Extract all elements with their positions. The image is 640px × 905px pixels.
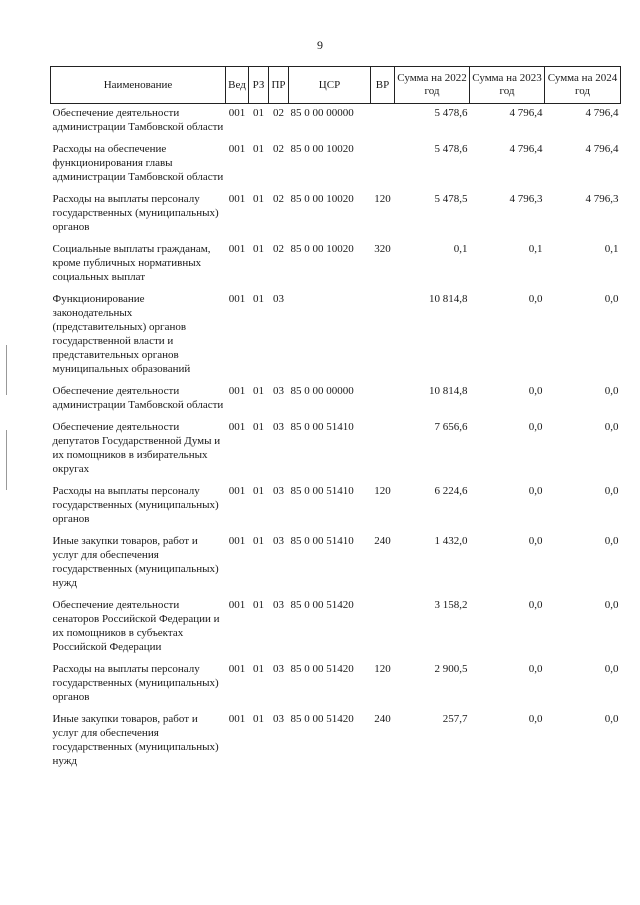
cell-pr: 03 xyxy=(273,385,284,397)
cell-vr: 240 xyxy=(374,713,391,725)
budget-table-body xyxy=(51,104,621,775)
cell-ved: 001 xyxy=(228,143,246,155)
cell-ved: 001 xyxy=(228,713,246,725)
cell-sum-2024: 0,0 xyxy=(604,385,619,397)
table-row xyxy=(51,710,621,774)
cell-vr: 240 xyxy=(374,535,391,547)
cell-csr xyxy=(289,290,371,382)
page-number: 9 xyxy=(317,38,323,52)
cell-vr xyxy=(371,140,395,190)
cell-vr: 120 xyxy=(374,485,391,497)
cell-sum-2024: 0,0 xyxy=(604,713,619,725)
table-row xyxy=(51,140,621,190)
header-sum-2022: Сумма на 2022 год xyxy=(395,67,470,104)
header-ved: Вед xyxy=(226,67,249,104)
cell-vr xyxy=(371,596,395,660)
cell-ved: 001 xyxy=(228,663,246,675)
table-row xyxy=(51,532,621,596)
cell-ved: 001 xyxy=(228,535,246,547)
header-sum-2023: Сумма на 2023 год xyxy=(470,67,545,104)
cell-csr: 85 0 00 00000 xyxy=(290,107,354,119)
cell-sum-2022: 257,7 xyxy=(442,713,468,725)
cell-sum-2023: 0,0 xyxy=(528,421,543,433)
cell-ved: 001 xyxy=(228,599,246,611)
cell-pr: 02 xyxy=(273,107,284,119)
table-row xyxy=(51,596,621,660)
cell-sum-2024: 0,0 xyxy=(604,485,619,497)
cell-vr xyxy=(371,382,395,418)
cell-sum-2022: 5 478,6 xyxy=(434,143,468,155)
cell-pr: 03 xyxy=(273,293,284,305)
cell-sum-2023: 0,1 xyxy=(528,243,543,255)
cell-rz: 01 xyxy=(253,485,264,497)
table-header-row xyxy=(51,67,621,104)
cell-name: Обеспечение деятельности сенаторов Российской Федерации и их помощников в субъектах Российской Федерации xyxy=(52,599,220,653)
cell-pr: 02 xyxy=(273,243,284,255)
cell-csr: 85 0 00 51420 xyxy=(290,663,354,675)
cell-name: Расходы на обеспечение функционирования главы администрации Тамбовской области xyxy=(52,143,224,183)
cell-sum-2022: 7 656,6 xyxy=(434,421,468,433)
cell-vr xyxy=(371,104,395,141)
cell-csr: 85 0 00 51410 xyxy=(290,421,354,433)
cell-csr: 85 0 00 10020 xyxy=(290,193,354,205)
cell-rz: 01 xyxy=(253,713,264,725)
cell-sum-2022: 0,1 xyxy=(453,243,468,255)
cell-sum-2022: 10 814,8 xyxy=(429,293,468,305)
cell-sum-2023: 0,0 xyxy=(528,293,543,305)
cell-ved: 001 xyxy=(228,485,246,497)
cell-sum-2022: 5 478,6 xyxy=(434,107,468,119)
cell-vr xyxy=(371,418,395,482)
cell-rz: 01 xyxy=(253,535,264,547)
cell-sum-2024: 4 796,3 xyxy=(585,193,619,205)
cell-csr: 85 0 00 51410 xyxy=(290,485,354,497)
cell-pr: 03 xyxy=(273,421,284,433)
cell-ved: 001 xyxy=(228,421,246,433)
margin-scan-mark xyxy=(6,430,7,490)
cell-vr: 120 xyxy=(374,663,391,675)
cell-sum-2022: 6 224,6 xyxy=(434,485,468,497)
cell-csr: 85 0 00 10020 xyxy=(290,243,354,255)
cell-sum-2023: 0,0 xyxy=(528,535,543,547)
cell-name: Обеспечение деятельности администрации Тамбовской области xyxy=(52,107,224,133)
table-row xyxy=(51,382,621,418)
table-row xyxy=(51,482,621,532)
cell-csr: 85 0 00 10020 xyxy=(290,143,354,155)
cell-pr: 02 xyxy=(273,193,284,205)
cell-sum-2022: 5 478,5 xyxy=(434,193,468,205)
header-csr: ЦСР xyxy=(289,67,371,104)
header-rz: РЗ xyxy=(249,67,269,104)
cell-csr: 85 0 00 00000 xyxy=(290,385,354,397)
cell-vr: 120 xyxy=(374,193,391,205)
cell-name: Иные закупки товаров, работ и услуг для обеспечения государственных (муниципальных) нужд xyxy=(52,713,219,767)
cell-ved: 001 xyxy=(228,243,246,255)
cell-sum-2023: 4 796,4 xyxy=(509,143,543,155)
cell-name: Обеспечение деятельности депутатов Государственной Думы и их помощников в избирательных округах xyxy=(52,421,221,475)
cell-sum-2024: 0,0 xyxy=(604,421,619,433)
budget-table xyxy=(50,66,621,774)
cell-name: Расходы на выплаты персоналу государственных (муниципальных) органов xyxy=(52,193,219,233)
cell-pr: 02 xyxy=(273,143,284,155)
cell-csr: 85 0 00 51420 xyxy=(290,713,354,725)
cell-sum-2024: 0,0 xyxy=(604,599,619,611)
cell-sum-2024: 0,1 xyxy=(604,243,619,255)
cell-pr: 03 xyxy=(273,599,284,611)
cell-rz: 01 xyxy=(253,663,264,675)
cell-sum-2024: 4 796,4 xyxy=(585,107,619,119)
cell-rz: 01 xyxy=(253,243,264,255)
cell-sum-2024: 4 796,4 xyxy=(585,143,619,155)
table-row xyxy=(51,290,621,382)
table-row xyxy=(51,240,621,290)
cell-sum-2022: 1 432,0 xyxy=(434,535,468,547)
table-row xyxy=(51,104,621,141)
table-row xyxy=(51,418,621,482)
cell-sum-2023: 4 796,3 xyxy=(509,193,543,205)
cell-pr: 03 xyxy=(273,663,284,675)
cell-name: Социальные выплаты гражданам, кроме публичных нормативных социальных выплат xyxy=(52,243,211,283)
cell-sum-2023: 0,0 xyxy=(528,599,543,611)
cell-sum-2023: 0,0 xyxy=(528,385,543,397)
cell-rz: 01 xyxy=(253,143,264,155)
cell-ved: 001 xyxy=(228,293,246,305)
cell-pr: 03 xyxy=(273,713,284,725)
cell-rz: 01 xyxy=(253,599,264,611)
cell-rz: 01 xyxy=(253,421,264,433)
cell-name: Расходы на выплаты персоналу государственных (муниципальных) органов xyxy=(52,663,219,703)
cell-sum-2024: 0,0 xyxy=(604,293,619,305)
table-row xyxy=(51,660,621,710)
cell-sum-2022: 10 814,8 xyxy=(429,385,468,397)
cell-ved: 001 xyxy=(228,107,246,119)
cell-sum-2022: 3 158,2 xyxy=(434,599,468,611)
header-name: Наименование xyxy=(51,67,226,104)
cell-name: Расходы на выплаты персоналу государственных (муниципальных) органов xyxy=(52,485,219,525)
cell-csr: 85 0 00 51410 xyxy=(290,535,354,547)
table-row xyxy=(51,190,621,240)
cell-rz: 01 xyxy=(253,193,264,205)
cell-name: Обеспечение деятельности администрации Тамбовской области xyxy=(52,385,224,411)
cell-sum-2023: 0,0 xyxy=(528,663,543,675)
cell-rz: 01 xyxy=(253,107,264,119)
cell-vr: 320 xyxy=(374,243,391,255)
cell-csr: 85 0 00 51420 xyxy=(290,599,354,611)
cell-sum-2023: 0,0 xyxy=(528,485,543,497)
cell-ved: 001 xyxy=(228,193,246,205)
margin-scan-mark xyxy=(6,345,7,395)
cell-sum-2023: 4 796,4 xyxy=(509,107,543,119)
cell-pr: 03 xyxy=(273,485,284,497)
cell-sum-2024: 0,0 xyxy=(604,535,619,547)
cell-sum-2024: 0,0 xyxy=(604,663,619,675)
cell-name: Функционирование законодательных (представительных) органов государственной власти и представительных органов муниципальных образований xyxy=(52,293,191,375)
cell-sum-2023: 0,0 xyxy=(528,713,543,725)
cell-rz: 01 xyxy=(253,293,264,305)
header-pr: ПР xyxy=(269,67,289,104)
cell-pr: 03 xyxy=(273,535,284,547)
cell-vr xyxy=(371,290,395,382)
header-sum-2024: Сумма на 2024 год xyxy=(545,67,621,104)
cell-rz: 01 xyxy=(253,385,264,397)
cell-name: Иные закупки товаров, работ и услуг для обеспечения государственных (муниципальных) нужд xyxy=(52,535,219,589)
cell-sum-2022: 2 900,5 xyxy=(434,663,468,675)
header-vr: ВР xyxy=(371,67,395,104)
cell-ved: 001 xyxy=(228,385,246,397)
